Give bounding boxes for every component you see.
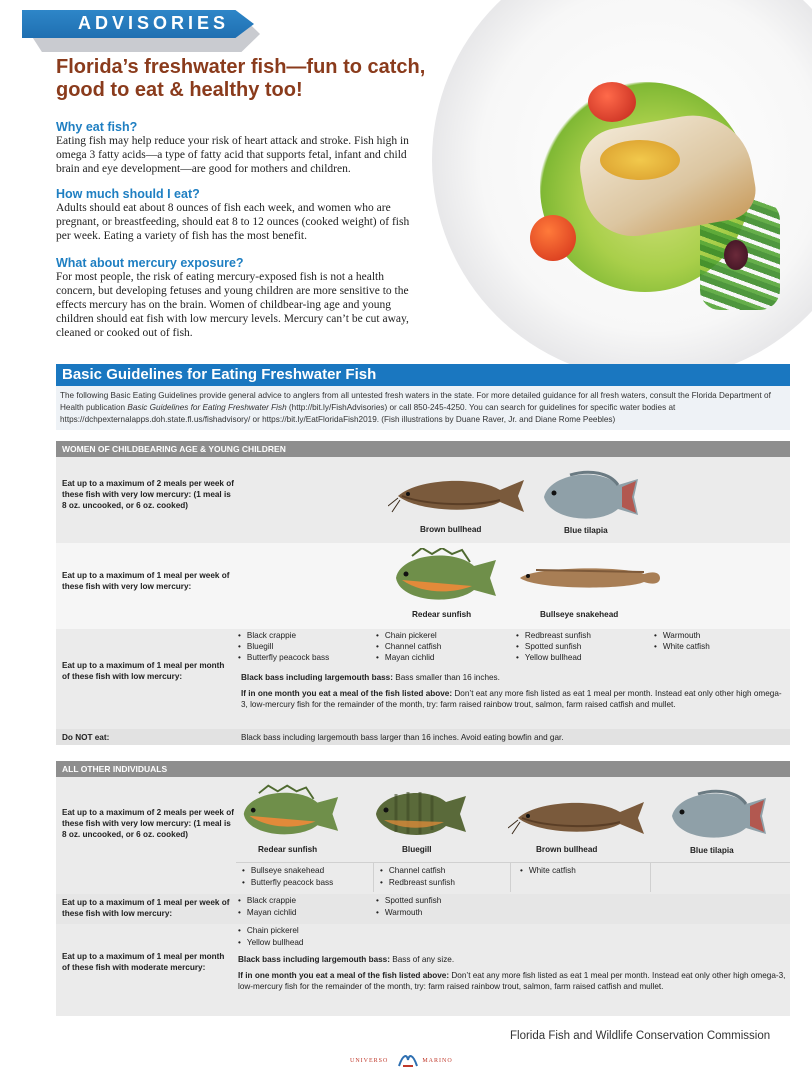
row-note: If in one month you eat a meal of the fish listed above: Don’t eat any more fish listed as eat 1 meal per month. Instead eat only other high omega-3, low-mercury fish for the remainder of the month, try: farm raised rainbow trout, salmon, farm raised catfish and mullet. [241, 689, 782, 709]
fish-name: Blue tilapia [690, 846, 734, 855]
fish-list-item: • Chain pickerel [238, 926, 299, 935]
fish-list-item: • Redbreast sunfish [380, 878, 455, 887]
topping [600, 140, 680, 180]
fish-list-item: • Bullseye snakehead [242, 866, 324, 875]
fish-name: Blue tilapia [564, 526, 608, 535]
page-title: Florida’s freshwater fish—fun to catch, good to eat & healthy too! [56, 56, 426, 101]
fish-name: Bullseye snakehead [540, 610, 619, 619]
fish-list-item: • Butterfly peacock bass [242, 878, 333, 887]
divider [510, 862, 511, 892]
banner-label: ADVISORIES [78, 13, 230, 33]
olive [724, 240, 748, 270]
row-note: If in one month you eat a meal of the fish listed above: Don’t eat any more fish listed as eat 1 meal per month. Instead eat only other high omega-3, low-mercury fish for the remainder of the month, try: farm raised rainbow trout, salmon, farm raised catfish and mullet. [238, 971, 786, 991]
guidelines-text: The following Basic Eating Guidelines provide general advice to anglers from all untested fresh waters in the state. For more detailed guidance for all fresh waters, consult the Florida Department of Health publication Basic Guidelines for Eating Freshwater Fish (http://bit.ly/FishAdvisories) or call 850-245-4250. You can search for guidelines for specific water bodies at https://dchpexternalapps.doh.state.fl.us/fishadvisory/ or https://bit.ly/EatFloridaFish2019. (Fish illustrations by Duane Raver, Jr. and Diane Rome Peebles) [60, 391, 771, 424]
row-label: Eat up to a maximum of 1 meal per month of these fish with moderate mercury: [62, 952, 225, 972]
fish-list-item: • Spotted sunfish [376, 896, 441, 905]
brown-bullhead-illustration [508, 792, 648, 840]
fish-name: Brown bullhead [536, 845, 598, 854]
tomato [588, 82, 636, 122]
footer-org: Florida Fish and Wildlife Conservation Commission [510, 1030, 771, 1042]
fish-list-item: • Mayan cichlid [376, 653, 434, 662]
fish-list-item: • Bluegill [238, 642, 273, 651]
section-heading: Why eat fish? [56, 120, 138, 134]
fish-name: Redear sunfish [258, 845, 318, 854]
row-label: Eat up to a maximum of 1 meal per week of these fish with low mercury: [62, 898, 230, 918]
bullseye-snakehead-illustration [516, 562, 662, 594]
row-label: Eat up to a maximum of 1 meal per month of these fish with low mercury: [62, 661, 225, 681]
fish-list-item: • Yellow bullhead [238, 938, 303, 947]
fish-list-item: • White catfish [520, 866, 576, 875]
fish-list-item: • Yellow bullhead [516, 653, 581, 662]
fish-list-item: • Black crappie [238, 896, 296, 905]
row-label: Eat up to a maximum of 2 meals per week of these fish with very low mercury: (1 meal is 8 oz. uncooked, or 6 oz. cooked) [62, 479, 234, 510]
row-note: Black bass including largemouth bass: Bass of any size. [238, 955, 455, 964]
bluegill-illustration [372, 786, 468, 840]
divider [373, 862, 374, 892]
section-body: For most people, the risk of eating mercury-exposed fish is not a health concern, but developing fetuses and young children are more sensitive to the effects mercury has on the brain. Women of childbear-ing age and young children should eat fish with low mercury levels. Mercury can’t be cut away, cleaned or cooked out of fish. [56, 271, 409, 339]
row-text: Black bass including largemouth bass larger than 16 inches. Avoid eating bowfin and gar. [241, 733, 564, 742]
tomato [530, 215, 576, 261]
row-label: Eat up to a maximum of 1 meal per week of these fish with very low mercury: [62, 571, 230, 591]
section-body: Eating fish may help reduce your risk of heart attack and stroke. Fish high in omega 3 fatty acids—a type of fatty acid that supports fetal, infant and child brain and eye development—are good for mothers and children. [56, 135, 409, 175]
row-label: Eat up to a maximum of 2 meals per week of these fish with very low mercury: (1 meal is 8 oz. uncooked, or 6 oz. cooked) [62, 808, 234, 839]
fish-list-item: • Warmouth [376, 908, 422, 917]
blue-tilapia-illustration [540, 465, 640, 525]
fish-name: Brown bullhead [420, 525, 482, 534]
fish-list-item: • Chain pickerel [376, 631, 437, 640]
blue-tilapia-illustration [668, 784, 768, 844]
fish-list-item: • Mayan cichlid [238, 908, 296, 917]
row-note: Black bass including largemouth bass: Bass smaller than 16 inches. [241, 673, 500, 682]
fish-list-item: • Redbreast sunfish [516, 631, 591, 640]
redear-sunfish-illustration [392, 548, 498, 606]
fish-list-item: • Butterfly peacock bass [238, 653, 329, 662]
fish-list-item: • Warmouth [654, 631, 700, 640]
fish-list-item: • White catfish [654, 642, 710, 651]
fish-list-item: • Channel catfish [380, 866, 445, 875]
section-body: Adults should eat about 8 ounces of fish each week, and women who are pregnant, or breastfeeding, should eat 8 to 12 ounces (cooked weight) of fish per week. Eating a variety of fish has the most benefit. [56, 202, 410, 242]
divider [650, 862, 651, 892]
redear-sunfish-illustration [240, 784, 340, 842]
fish-name: Bluegill [402, 845, 432, 854]
guidelines-title: Basic Guidelines for Eating Freshwater Fish [62, 366, 377, 383]
row-label: Do NOT eat: [62, 733, 110, 742]
universo-marino-logo-icon [397, 1052, 419, 1068]
fish-list-item: • Spotted sunfish [516, 642, 581, 651]
brown-bullhead-illustration [388, 470, 528, 518]
fish-name: Redear sunfish [412, 610, 472, 619]
logo-text: UNIVERSO MARINO [350, 1058, 453, 1064]
divider [236, 862, 790, 863]
others-header-text: ALL OTHER INDIVIDUALS [62, 764, 168, 774]
section-heading: How much should I eat? [56, 187, 200, 201]
women-header-text: WOMEN OF CHILDBEARING AGE & YOUNG CHILDREN [62, 444, 286, 454]
fish-list-item: • Black crappie [238, 631, 296, 640]
section-heading: What about mercury exposure? [56, 256, 244, 270]
fish-list-item: • Channel catfish [376, 642, 441, 651]
